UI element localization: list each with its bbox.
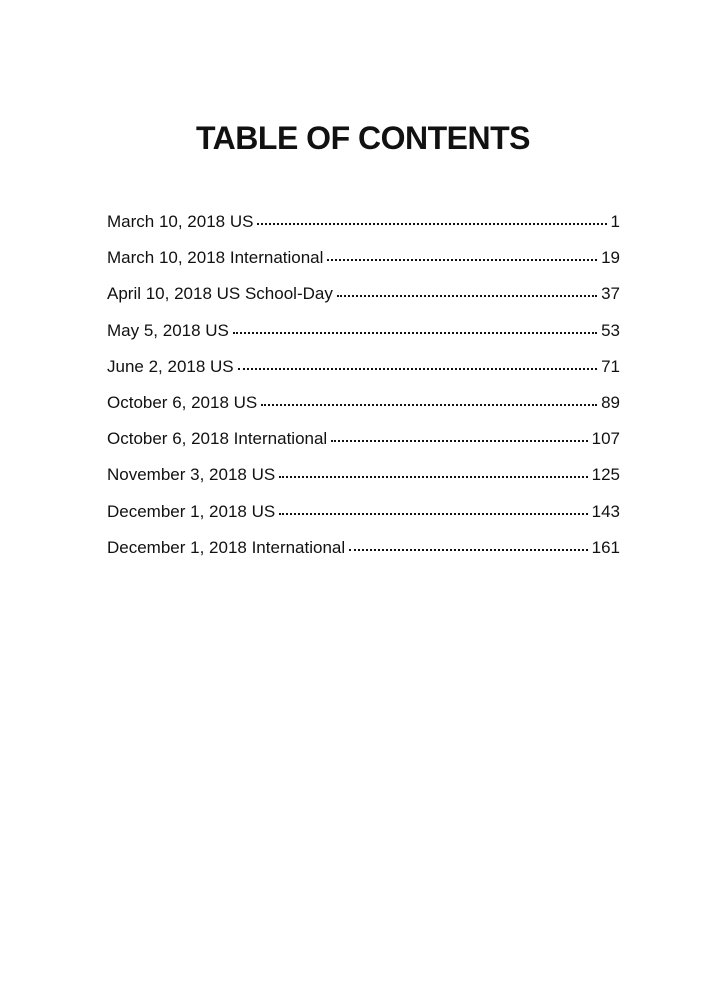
toc-entry [107,536,620,572]
toc-entry-page-number: 143 [591,501,620,521]
toc-entry [107,500,620,536]
toc-entry [107,427,620,463]
dot-leader [337,295,597,297]
toc-entry [107,282,620,318]
toc-entry [107,246,620,282]
dot-leader [279,476,587,478]
toc-entry-label: June 2, 2018 US [107,356,234,376]
dot-leader [279,513,587,515]
toc-entry [107,210,620,246]
dot-leader [327,259,597,261]
toc-entry-page-number: 89 [601,392,620,412]
toc-entry-label: March 10, 2018 International [107,248,324,268]
toc-entry-label: December 1, 2018 US [107,501,276,521]
dot-leader [331,440,587,442]
toc-entry-page-number: 19 [601,248,620,268]
dot-leader [261,404,597,406]
dot-leader [349,549,587,551]
page-title: TABLE OF CONTENTS [196,120,530,156]
toc-entry-label: October 6, 2018 International [107,429,328,449]
toc-entry-label: April 10, 2018 US School-Day [107,284,333,304]
toc-entry-page-number: 1 [610,212,620,231]
toc-entry-page-number: 107 [591,429,620,449]
toc-entry-label: November 3, 2018 US [107,465,276,485]
toc-entry-label: May 5, 2018 US [107,320,229,340]
toc-entry [107,391,620,427]
toc-entry-page-number: 37 [601,284,620,304]
toc-entry-page-number: 71 [601,356,620,376]
toc-entry-page-number: 53 [601,320,620,340]
toc-entry-page-number: 161 [591,537,620,557]
toc-entry-label: October 6, 2018 US [107,392,258,412]
toc-list [107,210,620,572]
toc-entry [107,355,620,391]
toc-entry-label: March 10, 2018 US [107,212,254,231]
dot-leader [233,332,597,334]
toc-entry-page-number: 125 [591,465,620,485]
dot-leader [238,368,597,370]
toc-entry-label: December 1, 2018 International [107,537,346,557]
toc-entry [107,463,620,499]
toc-entry [107,319,620,355]
dot-leader [257,223,606,225]
